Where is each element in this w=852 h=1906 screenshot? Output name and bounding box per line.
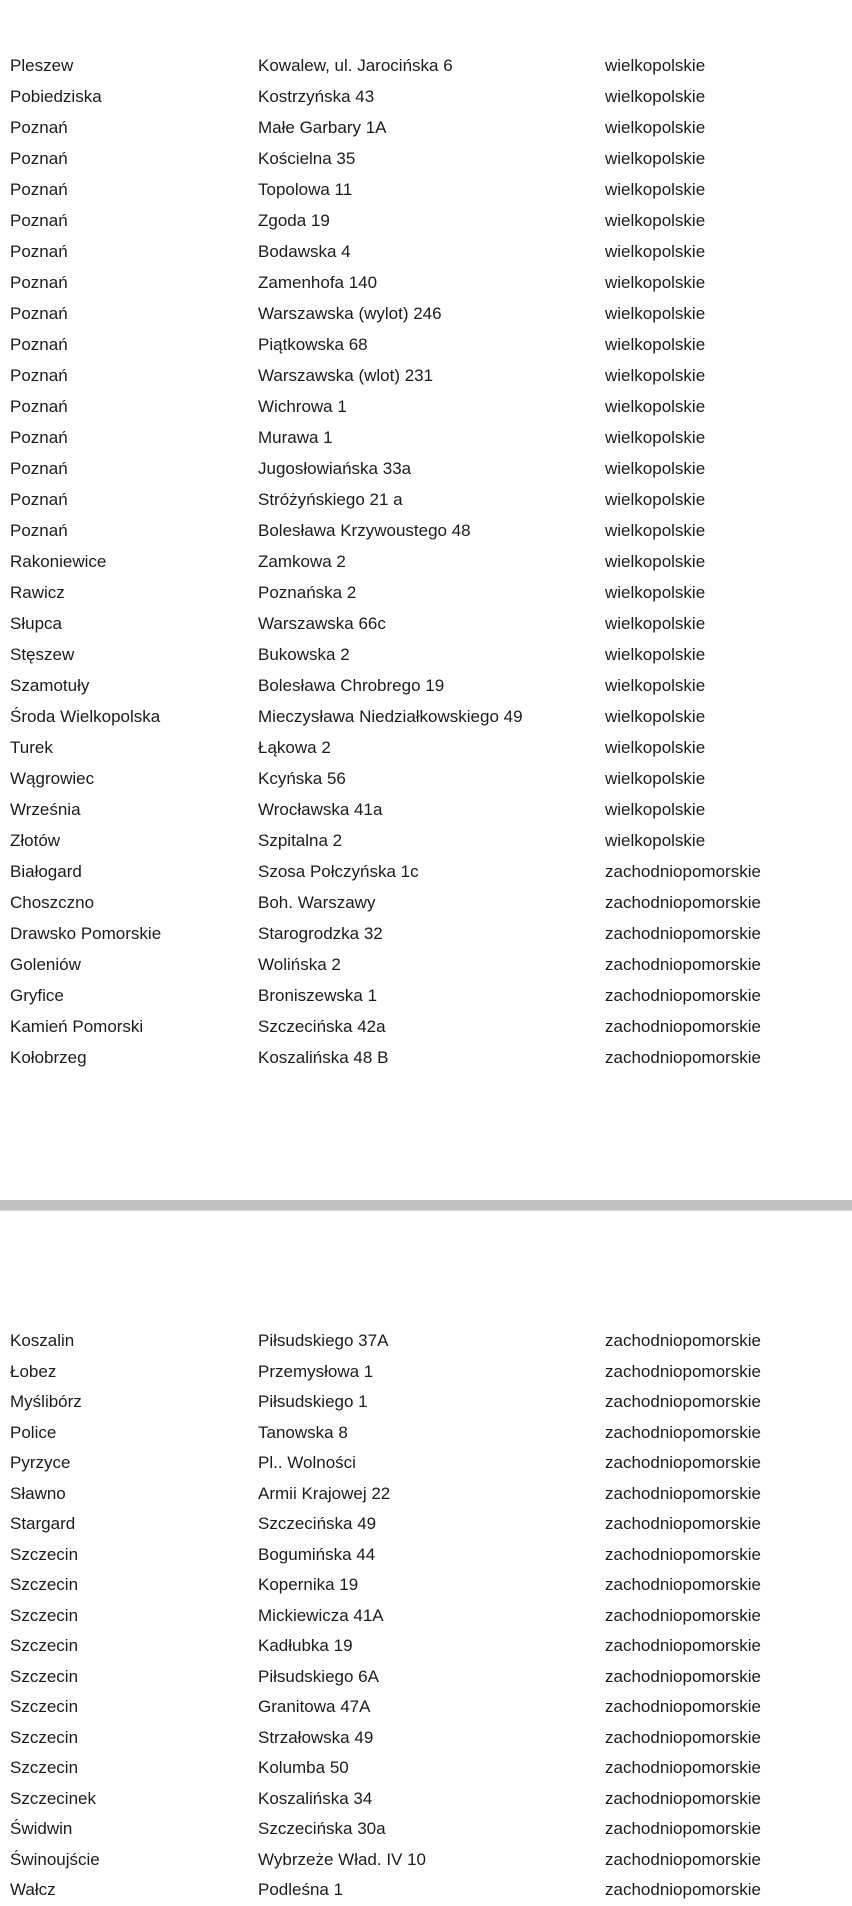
address-cell: Kopernika 19 xyxy=(258,1575,359,1595)
table-row xyxy=(0,980,852,1011)
city-cell: Pyrzyce xyxy=(10,1453,71,1473)
address-cell: Bolesława Krzywoustego 48 xyxy=(258,520,471,540)
address-cell: Tanowska 8 xyxy=(258,1422,348,1442)
table-row xyxy=(0,1784,852,1815)
region-cell: wielkopolskie xyxy=(605,582,706,602)
city-cell: Choszczno xyxy=(10,892,95,912)
city-cell: Poznań xyxy=(10,365,68,385)
address-cell: Wybrzeże Wład. IV 10 xyxy=(258,1849,427,1869)
region-cell: wielkopolskie xyxy=(605,520,706,540)
address-cell: Stróżyńskiego 21 a xyxy=(258,489,403,509)
region-cell: wielkopolskie xyxy=(605,396,706,416)
city-cell: Poznań xyxy=(10,117,68,137)
city-cell: Poznań xyxy=(10,458,68,478)
table-row xyxy=(0,1875,852,1906)
region-cell: zachodniopomorskie xyxy=(605,954,761,974)
city-cell: Szczecin xyxy=(10,1544,79,1564)
region-cell: zachodniopomorskie xyxy=(605,1331,761,1351)
address-cell: Granitowa 47A xyxy=(258,1697,371,1717)
address-cell: Piątkowska 68 xyxy=(258,334,368,354)
region-cell: zachodniopomorskie xyxy=(605,892,761,912)
address-cell: Mickiewicza 41A xyxy=(258,1605,384,1625)
address-cell: Murawa 1 xyxy=(258,427,333,447)
table-row xyxy=(0,236,852,267)
address-cell: Zamenhofa 140 xyxy=(258,272,378,292)
address-cell: Warszawska 66c xyxy=(258,613,386,633)
region-cell: wielkopolskie xyxy=(605,272,706,292)
table-row xyxy=(0,1448,852,1479)
table-row xyxy=(0,732,852,763)
address-cell: Mieczysława Niedziałkowskiego 49 xyxy=(258,706,523,726)
city-cell: Pleszew xyxy=(10,55,74,75)
city-cell: Stęszew xyxy=(10,644,75,664)
region-cell: zachodniopomorskie xyxy=(605,985,761,1005)
city-cell: Szczecinek xyxy=(10,1788,96,1808)
region-cell: wielkopolskie xyxy=(605,675,706,695)
address-cell: Topolowa 11 xyxy=(258,179,353,199)
address-cell: Zamkowa 2 xyxy=(258,551,346,571)
table-row xyxy=(0,670,852,701)
table-row xyxy=(0,1845,852,1876)
city-cell: Złotów xyxy=(10,830,61,850)
table-row xyxy=(0,329,852,360)
city-cell: Szamotuły xyxy=(10,675,90,695)
address-cell: Wolińska 2 xyxy=(258,954,341,974)
address-cell: Szosa Połczyńska 1c xyxy=(258,861,419,881)
address-cell: Piłsudskiego 6A xyxy=(258,1666,379,1686)
city-cell: Turek xyxy=(10,737,53,757)
city-cell: Szczecin xyxy=(10,1575,79,1595)
region-cell: wielkopolskie xyxy=(605,644,706,664)
city-cell: Rawicz xyxy=(10,582,65,602)
city-cell: Szczecin xyxy=(10,1697,79,1717)
table-row xyxy=(0,205,852,236)
city-cell: Poznań xyxy=(10,520,68,540)
address-cell: Szczecińska 49 xyxy=(258,1514,377,1534)
region-cell: wielkopolskie xyxy=(605,117,706,137)
table-row xyxy=(0,1418,852,1449)
table-row xyxy=(0,391,852,422)
city-cell: Łobez xyxy=(10,1361,57,1381)
region-cell: wielkopolskie xyxy=(605,799,706,819)
table-row xyxy=(0,1692,852,1723)
city-cell: Poznań xyxy=(10,489,68,509)
table-row xyxy=(0,701,852,732)
table-row xyxy=(0,1479,852,1510)
address-cell: Bogumińska 44 xyxy=(258,1544,376,1564)
city-cell: Świdwin xyxy=(10,1819,73,1839)
address-cell: Piłsudskiego 1 xyxy=(258,1392,368,1412)
city-cell: Myślibórz xyxy=(10,1392,82,1412)
address-cell: Kadłubka 19 xyxy=(258,1636,353,1656)
page-separator xyxy=(0,1200,852,1211)
region-cell: wielkopolskie xyxy=(605,551,706,571)
address-cell: Wrocławska 41a xyxy=(258,799,383,819)
address-cell: Zgoda 19 xyxy=(258,210,330,230)
city-cell: Września xyxy=(10,799,81,819)
address-cell: Broniszewska 1 xyxy=(258,985,378,1005)
region-cell: wielkopolskie xyxy=(605,334,706,354)
region-cell: zachodniopomorskie xyxy=(605,1016,761,1036)
city-cell: Sławno xyxy=(10,1483,66,1503)
city-cell: Poznań xyxy=(10,427,68,447)
table-row xyxy=(0,1631,852,1662)
region-cell: zachodniopomorskie xyxy=(605,1422,761,1442)
table-row xyxy=(0,1357,852,1388)
address-cell: Łąkowa 2 xyxy=(258,737,331,757)
address-cell: Kowalew, ul. Jarocińska 6 xyxy=(258,55,453,75)
region-cell: wielkopolskie xyxy=(605,179,706,199)
address-cell: Bukowska 2 xyxy=(258,644,350,664)
table-row xyxy=(0,1753,852,1784)
table-row xyxy=(0,143,852,174)
region-cell: zachodniopomorskie xyxy=(605,1666,761,1686)
region-cell: zachodniopomorskie xyxy=(605,861,761,881)
table-row xyxy=(0,949,852,980)
address-cell: Szczecińska 30a xyxy=(258,1819,386,1839)
city-cell: Police xyxy=(10,1422,57,1442)
city-cell: Poznań xyxy=(10,334,68,354)
table-row xyxy=(0,1387,852,1418)
table-row xyxy=(0,608,852,639)
table-row xyxy=(0,267,852,298)
region-cell: wielkopolskie xyxy=(605,210,706,230)
locations-table-page-1 xyxy=(0,50,852,1073)
city-cell: Wągrowiec xyxy=(10,768,95,788)
table-row xyxy=(0,298,852,329)
address-cell: Szpitalna 2 xyxy=(258,830,343,850)
table-row xyxy=(0,112,852,143)
table-row xyxy=(0,639,852,670)
table-row xyxy=(0,422,852,453)
region-cell: zachodniopomorskie xyxy=(605,1047,761,1067)
address-cell: Kolumba 50 xyxy=(258,1758,349,1778)
address-cell: Poznańska 2 xyxy=(258,582,357,602)
address-cell: Bolesława Chrobrego 19 xyxy=(258,675,445,695)
region-cell: wielkopolskie xyxy=(605,427,706,447)
region-cell: zachodniopomorskie xyxy=(605,1453,761,1473)
city-cell: Kołobrzeg xyxy=(10,1047,87,1067)
city-cell: Słupca xyxy=(10,613,62,633)
address-cell: Małe Garbary 1A xyxy=(258,117,387,137)
table-row xyxy=(0,50,852,81)
region-cell: zachodniopomorskie xyxy=(605,1514,761,1534)
address-cell: Szczecińska 42a xyxy=(258,1016,386,1036)
table-row xyxy=(0,1662,852,1693)
table-row xyxy=(0,1570,852,1601)
region-cell: zachodniopomorskie xyxy=(605,1819,761,1839)
address-cell: Podleśna 1 xyxy=(258,1880,344,1900)
city-cell: Kamień Pomorski xyxy=(10,1016,144,1036)
table-row xyxy=(0,794,852,825)
address-cell: Armii Krajowej 22 xyxy=(258,1483,391,1503)
city-cell: Świnoujście xyxy=(10,1849,100,1869)
address-cell: Boh. Warszawy xyxy=(258,892,376,912)
city-cell: Gryfice xyxy=(10,985,64,1005)
city-cell: Poznań xyxy=(10,303,68,323)
region-cell: zachodniopomorskie xyxy=(605,1636,761,1656)
address-cell: Kcyńska 56 xyxy=(258,768,346,788)
address-cell: Warszawska (wylot) 246 xyxy=(258,303,442,323)
table-row xyxy=(0,1540,852,1571)
table-row xyxy=(0,856,852,887)
region-cell: zachodniopomorskie xyxy=(605,1697,761,1717)
region-cell: zachodniopomorskie xyxy=(605,1880,761,1900)
region-cell: wielkopolskie xyxy=(605,768,706,788)
city-cell: Szczecin xyxy=(10,1758,79,1778)
locations-table-page-2 xyxy=(0,1326,852,1906)
table-row xyxy=(0,81,852,112)
address-cell: Kostrzyńska 43 xyxy=(258,86,375,106)
address-cell: Koszalińska 34 xyxy=(258,1788,373,1808)
region-cell: zachodniopomorskie xyxy=(605,1605,761,1625)
region-cell: zachodniopomorskie xyxy=(605,1483,761,1503)
address-cell: Kościelna 35 xyxy=(258,148,356,168)
region-cell: zachodniopomorskie xyxy=(605,1849,761,1869)
city-cell: Poznań xyxy=(10,148,68,168)
address-cell: Pl.. Wolności xyxy=(258,1453,356,1473)
table-row xyxy=(0,1326,852,1357)
city-cell: Szczecin xyxy=(10,1605,79,1625)
city-cell: Szczecin xyxy=(10,1727,79,1747)
address-cell: Strzałowska 49 xyxy=(258,1727,374,1747)
table-row xyxy=(0,1042,852,1073)
table-row xyxy=(0,515,852,546)
region-cell: wielkopolskie xyxy=(605,489,706,509)
city-cell: Szczecin xyxy=(10,1666,79,1686)
region-cell: wielkopolskie xyxy=(605,55,706,75)
region-cell: zachodniopomorskie xyxy=(605,1575,761,1595)
region-cell: zachodniopomorskie xyxy=(605,923,761,943)
table-row xyxy=(0,484,852,515)
address-cell: Starogrodzka 32 xyxy=(258,923,383,943)
address-cell: Przemysłowa 1 xyxy=(258,1361,374,1381)
region-cell: wielkopolskie xyxy=(605,830,706,850)
region-cell: zachodniopomorskie xyxy=(605,1758,761,1778)
region-cell: zachodniopomorskie xyxy=(605,1361,761,1381)
table-row xyxy=(0,1723,852,1754)
region-cell: zachodniopomorskie xyxy=(605,1544,761,1564)
address-cell: Koszalińska 48 B xyxy=(258,1047,389,1067)
table-row xyxy=(0,1601,852,1632)
city-cell: Szczecin xyxy=(10,1636,79,1656)
region-cell: wielkopolskie xyxy=(605,365,706,385)
city-cell: Poznań xyxy=(10,396,68,416)
region-cell: wielkopolskie xyxy=(605,706,706,726)
table-row xyxy=(0,360,852,391)
region-cell: wielkopolskie xyxy=(605,458,706,478)
address-cell: Bodawska 4 xyxy=(258,241,351,261)
table-row xyxy=(0,763,852,794)
city-cell: Białogard xyxy=(10,861,82,881)
region-cell: wielkopolskie xyxy=(605,613,706,633)
table-row xyxy=(0,918,852,949)
region-cell: zachodniopomorskie xyxy=(605,1727,761,1747)
city-cell: Koszalin xyxy=(10,1331,75,1351)
region-cell: wielkopolskie xyxy=(605,303,706,323)
table-row xyxy=(0,1509,852,1540)
address-cell: Jugosłowiańska 33a xyxy=(258,458,412,478)
table-row xyxy=(0,1814,852,1845)
region-cell: zachodniopomorskie xyxy=(605,1788,761,1808)
city-cell: Drawsko Pomorskie xyxy=(10,923,162,943)
city-cell: Poznań xyxy=(10,179,68,199)
address-cell: Warszawska (wlot) 231 xyxy=(258,365,434,385)
city-cell: Poznań xyxy=(10,272,68,292)
region-cell: wielkopolskie xyxy=(605,86,706,106)
city-cell: Poznań xyxy=(10,241,68,261)
city-cell: Poznań xyxy=(10,210,68,230)
table-row xyxy=(0,546,852,577)
city-cell: Rakoniewice xyxy=(10,551,107,571)
table-row xyxy=(0,174,852,205)
region-cell: wielkopolskie xyxy=(605,148,706,168)
table-row xyxy=(0,825,852,856)
region-cell: wielkopolskie xyxy=(605,737,706,757)
table-row xyxy=(0,887,852,918)
city-cell: Pobiedziska xyxy=(10,86,102,106)
city-cell: Stargard xyxy=(10,1514,76,1534)
table-row xyxy=(0,1011,852,1042)
region-cell: zachodniopomorskie xyxy=(605,1392,761,1412)
table-row xyxy=(0,453,852,484)
city-cell: Środa Wielkopolska xyxy=(10,706,161,726)
region-cell: wielkopolskie xyxy=(605,241,706,261)
city-cell: Wałcz xyxy=(10,1880,56,1900)
table-row xyxy=(0,577,852,608)
city-cell: Goleniów xyxy=(10,954,81,974)
address-cell: Wichrowa 1 xyxy=(258,396,347,416)
address-cell: Piłsudskiego 37A xyxy=(258,1331,389,1351)
